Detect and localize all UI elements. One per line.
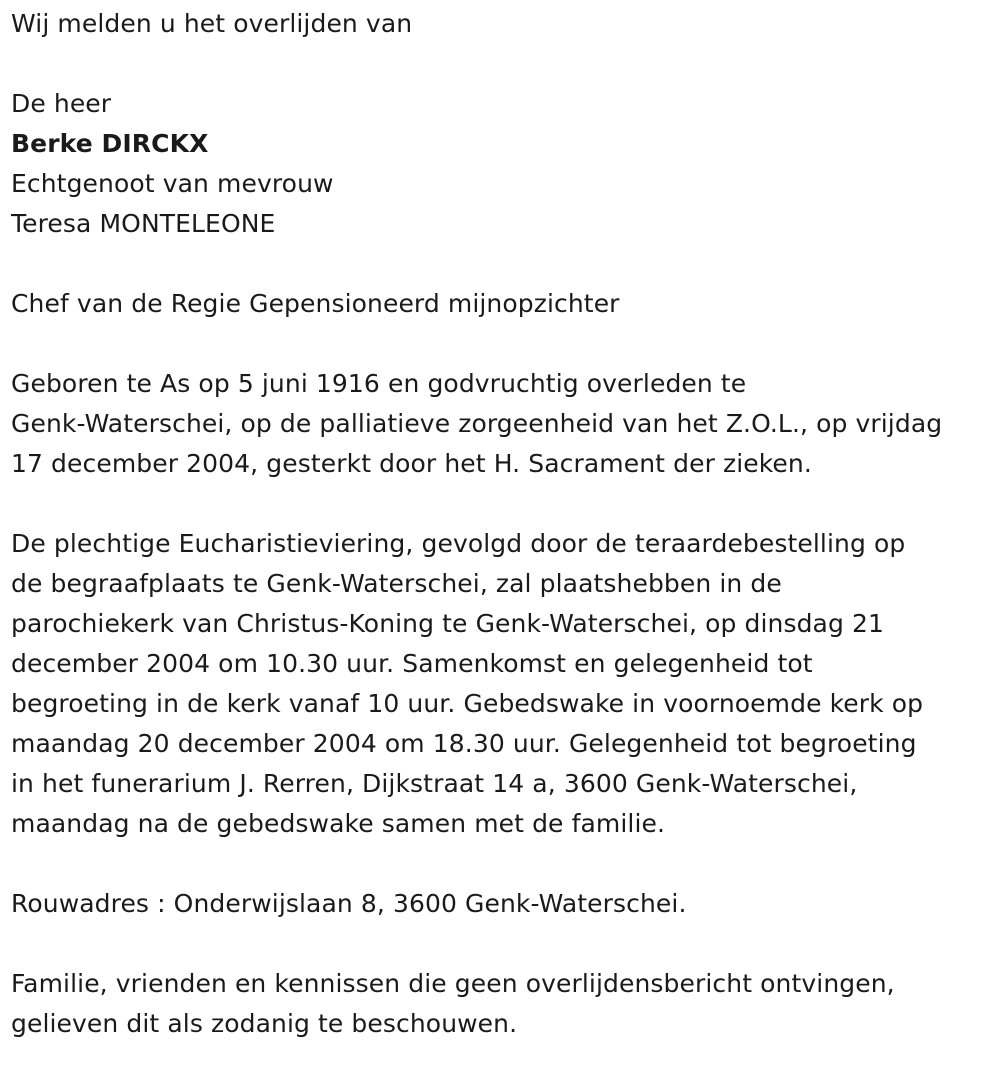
spacer	[11, 484, 996, 524]
birth-death-line: 17 december 2004, gesterkt door het H. Sacrament der zieken.	[11, 449, 812, 478]
birth-death-line: Genk-Waterschei, op de palliatieve zorgeenheid van het Z.O.L., op vrijdag	[11, 409, 943, 438]
spacer	[11, 44, 996, 84]
ceremony-line: de begraafplaats te Genk-Waterschei, zal plaatshebben in de	[11, 569, 782, 598]
ceremony-line: maandag na de gebedswake samen met de familie.	[11, 809, 666, 838]
closing-line: gelieven dit als zodanig te beschouwen.	[11, 1009, 518, 1038]
birth-death-paragraph	[11, 364, 996, 484]
spacer	[11, 844, 996, 884]
ceremony-line: december 2004 om 10.30 uur. Samenkomst en gelegenheid tot	[11, 649, 813, 678]
ceremony-line: begroeting in de kerk vanaf 10 uur. Gebedswake in voornoemde kerk op	[11, 689, 924, 718]
mourning-address: Rouwadres : Onderwijslaan 8, 3600 Genk-Waterschei.	[11, 889, 687, 918]
spouse-name: Teresa MONTELEONE	[11, 209, 276, 238]
salutation: De heer	[11, 89, 112, 118]
birth-death-line: Geboren te As op 5 juni 1916 en godvruchtig overleden te	[11, 369, 747, 398]
spacer	[11, 324, 996, 364]
deceased-name: Berke DIRCKX	[11, 129, 209, 158]
closing-paragraph	[11, 964, 996, 1044]
profession: Chef van de Regie Gepensioneerd mijnopzichter	[11, 289, 620, 318]
ceremony-line: in het funerarium J. Rerren, Dijkstraat 14 a, 3600 Genk-Waterschei,	[11, 769, 858, 798]
death-notice	[11, 4, 996, 1044]
ceremony-line: De plechtige Eucharistieviering, gevolgd door de teraardebestelling op	[11, 529, 906, 558]
spacer	[11, 244, 996, 284]
spacer	[11, 924, 996, 964]
ceremony-line: parochiekerk van Christus-Koning te Genk-Waterschei, op dinsdag 21	[11, 609, 885, 638]
ceremony-paragraph	[11, 524, 996, 844]
intro-text: Wij melden u het overlijden van	[11, 9, 413, 38]
closing-line: Familie, vrienden en kennissen die geen overlijdensbericht ontvingen,	[11, 969, 895, 998]
spouse-label: Echtgenoot van mevrouw	[11, 169, 334, 198]
ceremony-line: maandag 20 december 2004 om 18.30 uur. Gelegenheid tot begroeting	[11, 729, 917, 758]
